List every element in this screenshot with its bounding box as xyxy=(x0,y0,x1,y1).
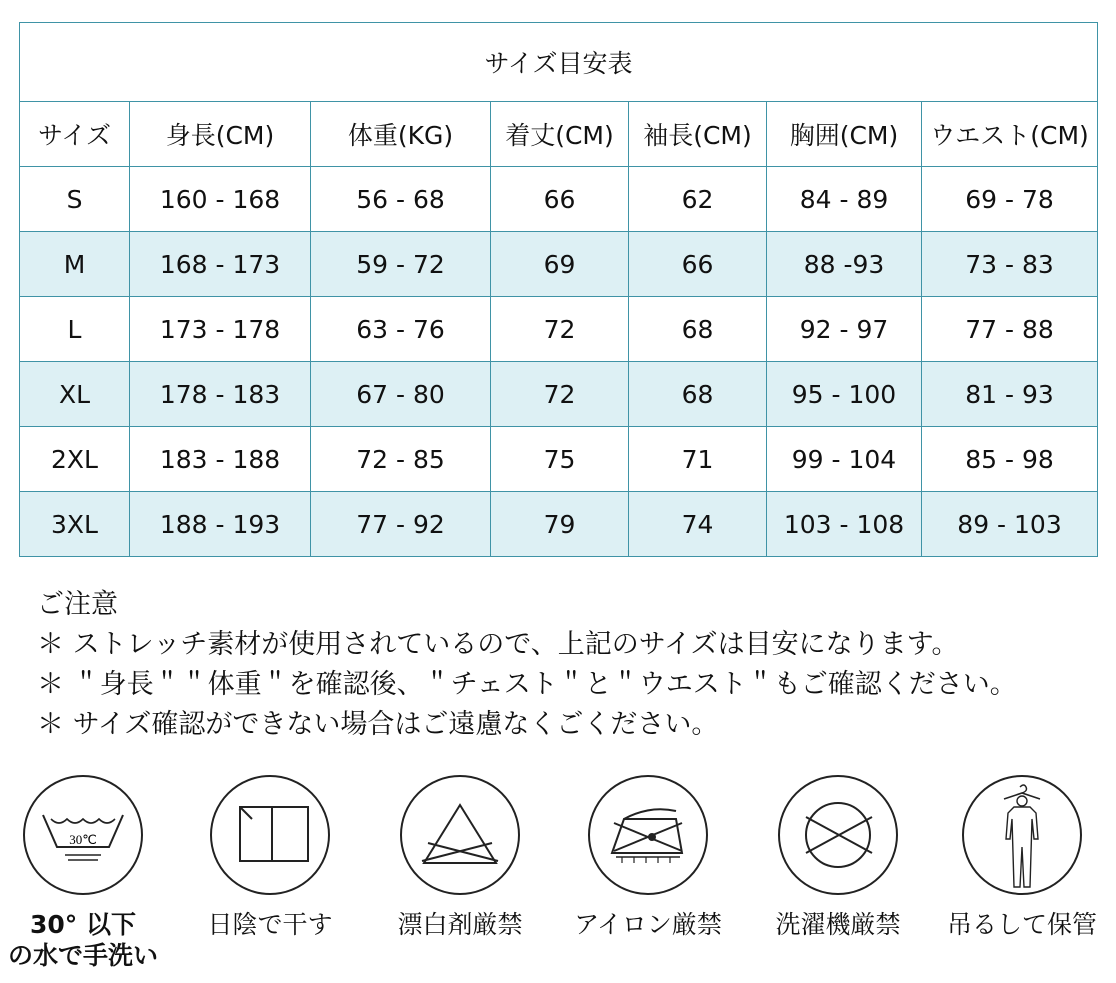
col-header-chest: 胸囲(CM) xyxy=(767,102,922,167)
table-row xyxy=(20,362,1098,427)
care-item-hand-wash xyxy=(3,775,163,971)
care-label: 日陰で干す xyxy=(207,910,333,939)
cell: 84 - 89 xyxy=(767,167,922,232)
hang-storage-icon xyxy=(962,775,1082,895)
col-header-height: 身長(CM) xyxy=(130,102,311,167)
care-label: 30° 以下 の水で手洗い xyxy=(7,910,158,970)
cell: 72 xyxy=(491,362,629,427)
cell: 59 - 72 xyxy=(311,232,491,297)
cell: 66 xyxy=(491,167,629,232)
cell: 79 xyxy=(491,492,629,557)
cell: 72 - 85 xyxy=(311,427,491,492)
cell: 103 - 108 xyxy=(767,492,922,557)
cell: L xyxy=(20,297,130,362)
cell: 92 - 97 xyxy=(767,297,922,362)
care-label: 漂白剤厳禁 xyxy=(397,910,523,939)
wash-temp-label: 30℃ xyxy=(69,832,97,847)
care-instructions xyxy=(0,775,1116,975)
cell: 3XL xyxy=(20,492,130,557)
cell: 77 - 92 xyxy=(311,492,491,557)
cell: S xyxy=(20,167,130,232)
care-label: 洗濯機厳禁 xyxy=(775,910,901,939)
cell: 67 - 80 xyxy=(311,362,491,427)
cell: 75 xyxy=(491,427,629,492)
cell: 62 xyxy=(629,167,767,232)
cell: 160 - 168 xyxy=(130,167,311,232)
cell: 95 - 100 xyxy=(767,362,922,427)
cell: 73 - 83 xyxy=(922,232,1098,297)
col-header-size: サイズ xyxy=(20,102,130,167)
cell: 173 - 178 xyxy=(130,297,311,362)
care-label: アイロン厳禁 xyxy=(574,910,722,939)
cell: 178 - 183 xyxy=(130,362,311,427)
cell: 168 - 173 xyxy=(130,232,311,297)
size-chart-table xyxy=(19,22,1098,557)
cell: 63 - 76 xyxy=(311,297,491,362)
care-item-no-bleach xyxy=(380,775,540,940)
cell: XL xyxy=(20,362,130,427)
cell: 66 xyxy=(629,232,767,297)
table-row xyxy=(20,167,1098,232)
table-title: サイズ目安表 xyxy=(20,23,1098,102)
cell: 188 - 193 xyxy=(130,492,311,557)
care-item-no-machine-wash xyxy=(758,775,918,940)
cell: 183 - 188 xyxy=(130,427,311,492)
note-item: ＊ ストレッチ素材が使用されているので、上記のサイズは目安になります。 xyxy=(37,629,959,660)
cell: 69 xyxy=(491,232,629,297)
care-label: 吊るして保管 xyxy=(946,910,1097,939)
cell: 71 xyxy=(629,427,767,492)
col-header-sleeve: 袖長(CM) xyxy=(629,102,767,167)
cell: 99 - 104 xyxy=(767,427,922,492)
col-header-waist: ウエスト(CM) xyxy=(922,102,1098,167)
table-row xyxy=(20,492,1098,557)
cell: 68 xyxy=(629,362,767,427)
cell: M xyxy=(20,232,130,297)
cell: 72 xyxy=(491,297,629,362)
notes-title: ご注意 xyxy=(37,589,118,620)
cell: 69 - 78 xyxy=(922,167,1098,232)
cell: 88 -93 xyxy=(767,232,922,297)
col-header-weight: 体重(KG) xyxy=(311,102,491,167)
hand-wash-icon xyxy=(23,775,143,895)
note-item: ＊ ＂身長＂＂体重＂を確認後、＂チェスト＂と＂ウエスト＂もご確認ください。 xyxy=(37,669,1017,700)
cell: 89 - 103 xyxy=(922,492,1098,557)
cell: 56 - 68 xyxy=(311,167,491,232)
no-machine-wash-icon xyxy=(778,775,898,895)
table-row xyxy=(20,232,1098,297)
care-item-shade-dry xyxy=(190,775,350,940)
cell: 74 xyxy=(629,492,767,557)
table-row xyxy=(20,427,1098,492)
no-iron-icon xyxy=(588,775,708,895)
note-item: ＊ サイズ確認ができない場合はご遠慮なくごください。 xyxy=(37,709,719,740)
cell: 85 - 98 xyxy=(922,427,1098,492)
table-row xyxy=(20,297,1098,362)
col-header-length: 着丈(CM) xyxy=(491,102,629,167)
cell: 68 xyxy=(629,297,767,362)
cell: 81 - 93 xyxy=(922,362,1098,427)
no-bleach-icon xyxy=(400,775,520,895)
notes-section xyxy=(37,585,1017,745)
cell: 77 - 88 xyxy=(922,297,1098,362)
cell: 2XL xyxy=(20,427,130,492)
care-item-no-iron xyxy=(568,775,728,940)
shade-dry-icon xyxy=(210,775,330,895)
header-row xyxy=(20,102,1098,167)
care-item-hang-storage xyxy=(942,775,1102,940)
